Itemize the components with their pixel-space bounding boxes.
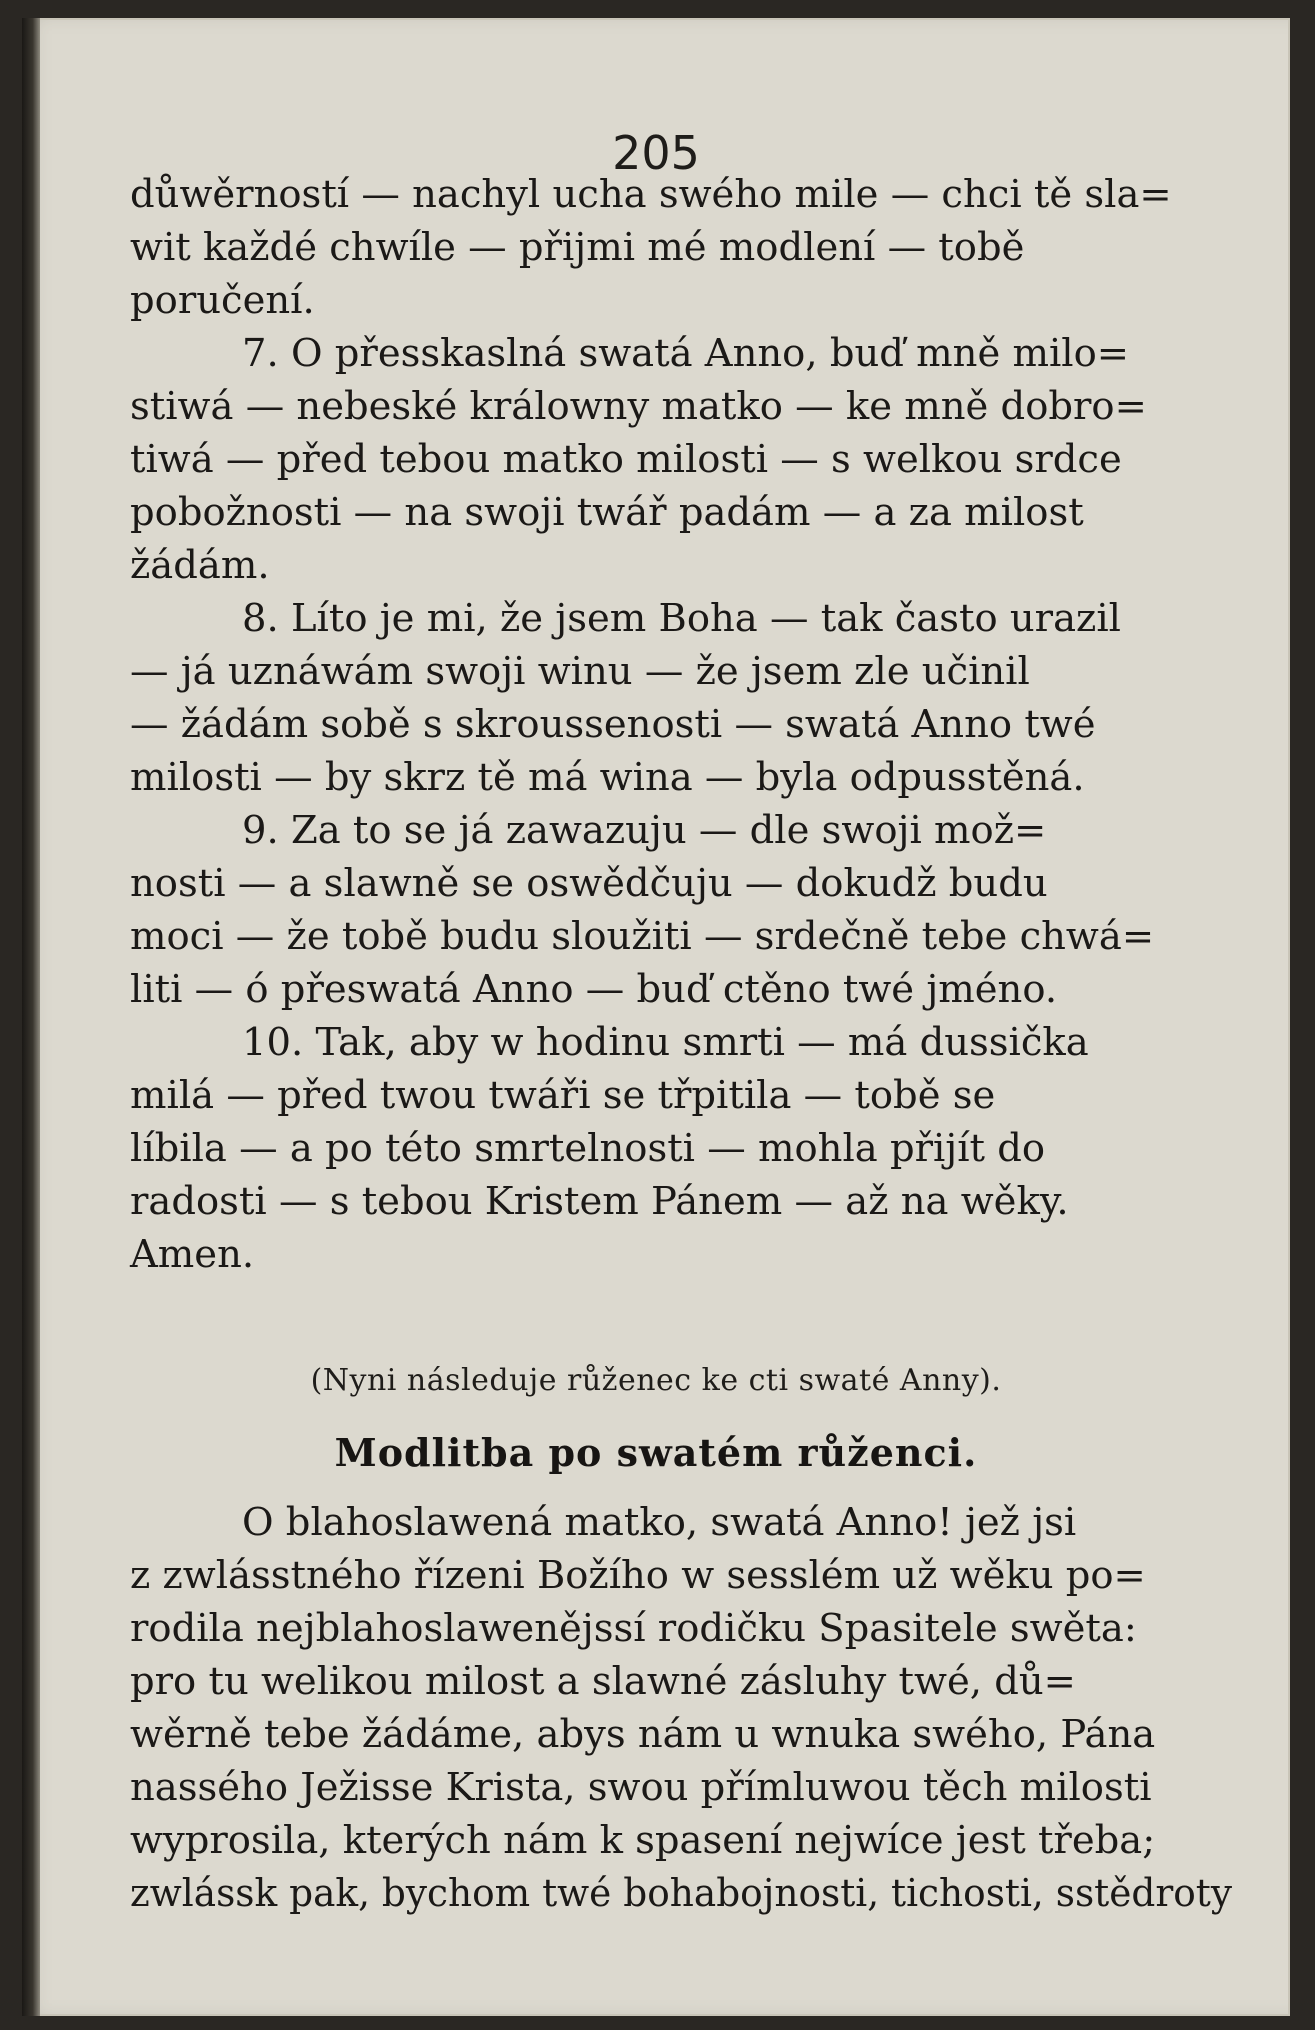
text-line: rodila nejblahoslawenějssí rodičku Spasitele swěta:: [130, 1606, 1137, 1651]
text-line: moci — že tobě budu sloužiti — srdečně tebe chwá=: [130, 914, 1155, 959]
rosary-note: (Nyni následuje růženec ke cti swaté Anny).: [310, 1363, 1002, 1398]
text-line: pro tu welikou milost a slawné zásluhy twé, dů=: [130, 1659, 1076, 1704]
text-line: milá — před twou twáři se třpitila — tobě se: [130, 1073, 996, 1118]
text-line: Amen.: [130, 1232, 255, 1277]
page-number: 205: [612, 126, 700, 180]
book-spine-shadow: [22, 18, 40, 2016]
text-line: 7. O přesskaslná swatá Anno, buď mně milo=: [242, 331, 1130, 376]
text-line: wit každé chwíle — přijmi mé modlení — tobě: [130, 225, 1025, 270]
text-line: stiwá — nebeské králowny matko — ke mně dobro=: [130, 384, 1147, 429]
text-line: wyprosila, kterých nám k spasení nejwíce jest třeba;: [130, 1818, 1156, 1863]
text-line: liti — ó přeswatá Anno — buď ctěno twé jméno.: [130, 967, 1058, 1012]
text-line: — žádám sobě s skroussenosti — swatá Anno twé: [130, 702, 1096, 747]
text-line: 10. Tak, aby w hodinu smrti — má dussička: [242, 1020, 1089, 1065]
text-line: zwlássk pak, bychom twé bohabojnosti, tichosti, sstědroty: [130, 1871, 1233, 1916]
text-line: wěrně tebe žádáme, abys nám u wnuka swého, Pána: [130, 1712, 1156, 1757]
text-line: z zwlásstného řízeni Božího w sesslém už wěku po=: [130, 1553, 1146, 1598]
text-line: radosti — s tebou Kristem Pánem — až na wěky.: [130, 1179, 1069, 1224]
text-line: O blahoslawená matko, swatá Anno! jež jsi: [242, 1500, 1077, 1545]
text-line: žádám.: [130, 543, 270, 588]
text-line: pobožnosti — na swoji twář padám — a za milost: [130, 490, 1084, 535]
text-line: — já uznáwám swoji winu — že jsem zle učinil: [130, 649, 1030, 694]
text-line: poručení.: [130, 278, 315, 323]
section-heading: Modlitba po swatém růženci.: [334, 1430, 978, 1475]
prayer-text-block-2: [130, 1496, 1232, 1920]
book-page: [22, 18, 1290, 2016]
text-line: milosti — by skrz tě má wina — byla odpusstěná.: [130, 755, 1085, 800]
text-line: tiwá — před tebou matko milosti — s welkou srdce: [130, 437, 1122, 482]
text-line: nosti — a slawně se oswědčuju — dokudž budu: [130, 861, 1048, 906]
text-line: líbila — a po této smrtelnosti — mohla přijít do: [130, 1126, 1046, 1171]
text-line: 8. Líto je mi, že jsem Boha — tak často urazil: [242, 596, 1121, 641]
text-line: důwěrností — nachyl ucha swého mile — chci tě sla=: [130, 172, 1172, 217]
text-line: nassého Ježisse Krista, swou přímluwou těch milosti: [130, 1765, 1152, 1810]
text-line: 9. Za to se já zawazuju — dle swoji mož=: [242, 808, 1047, 853]
prayer-text-block: [130, 168, 1232, 1281]
